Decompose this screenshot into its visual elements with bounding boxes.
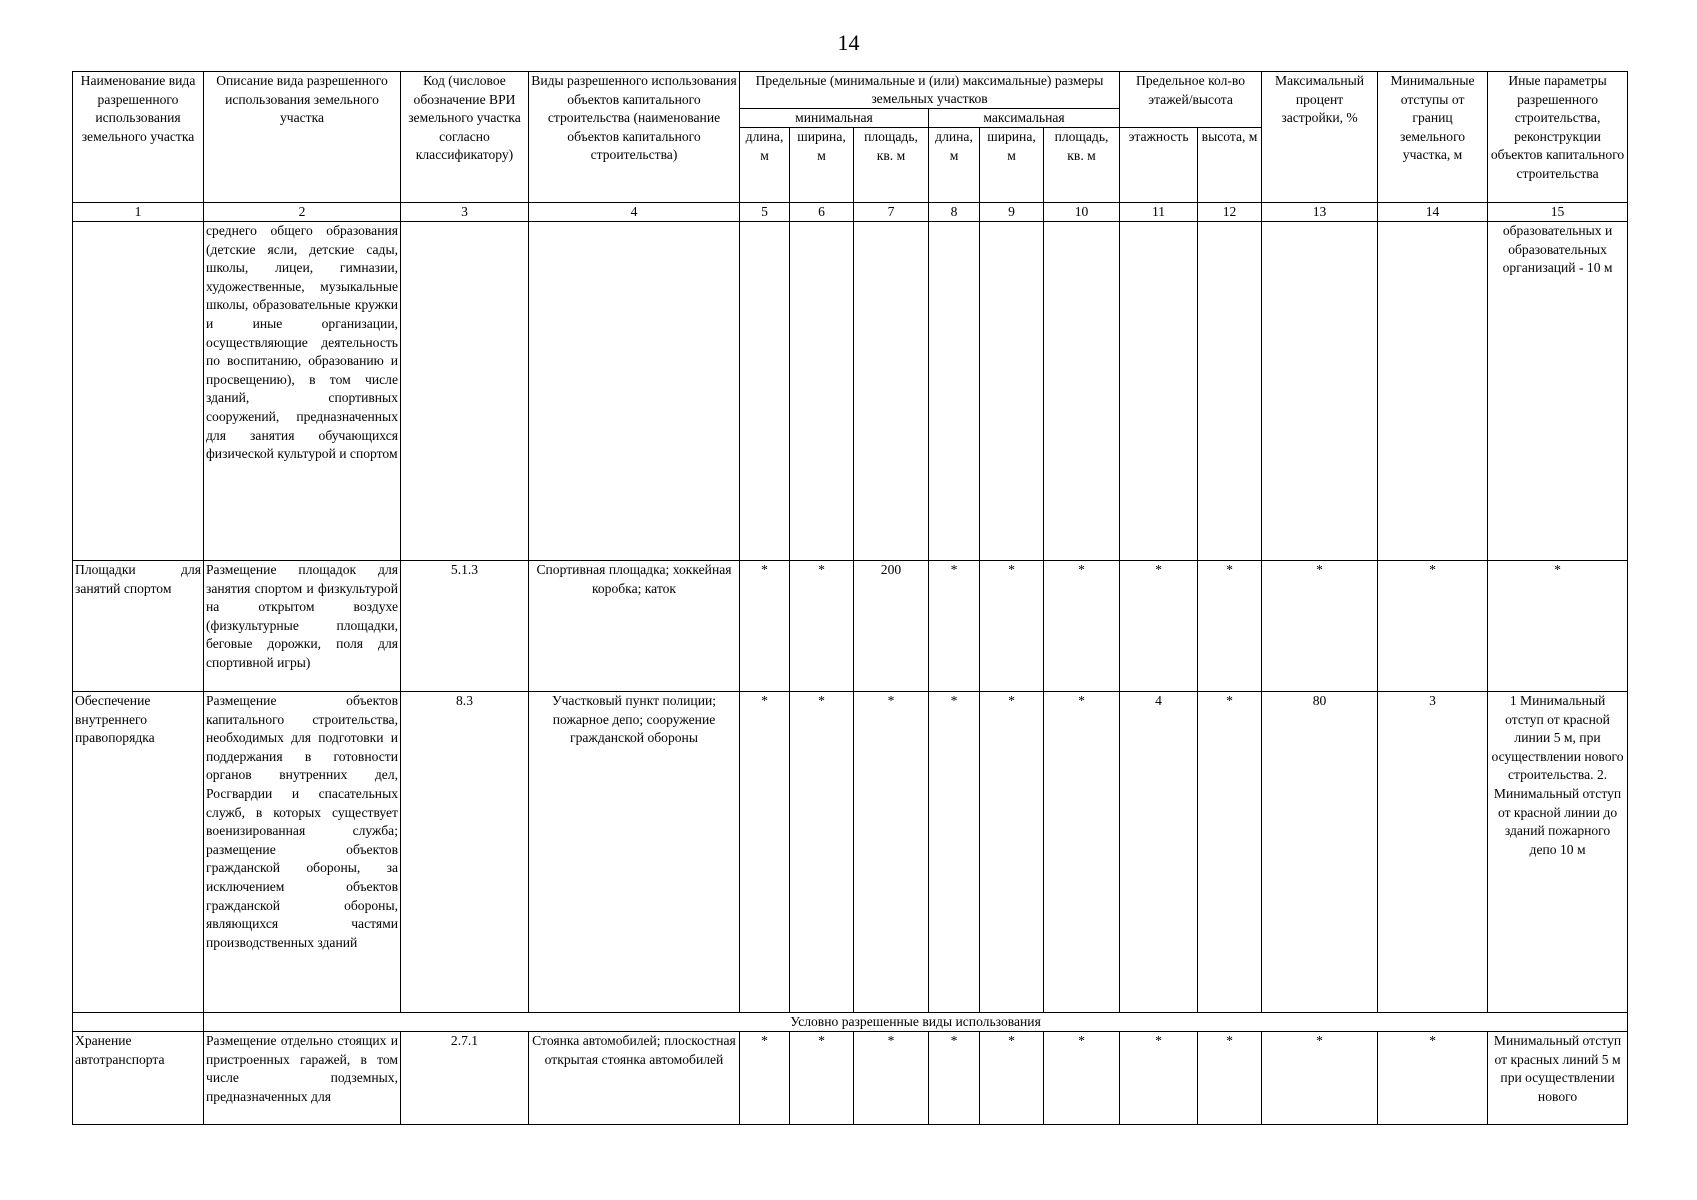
value-cell: * [740,1032,790,1125]
column-number: 4 [529,203,740,222]
value-cell: 4 [1120,692,1198,1013]
column-number: 9 [980,203,1044,222]
value-cell: * [790,692,854,1013]
header-max-width: ширина, м [980,128,1044,203]
table-row [73,692,1628,1013]
value-cell: * [854,692,929,1013]
value-cell: * [1378,1032,1488,1125]
other-params: образовательных и образовательных организаций - 10 м [1488,222,1628,561]
use-code: 8.3 [401,692,529,1013]
column-number: 8 [929,203,980,222]
value-cell [1378,222,1488,561]
use-name: Обеспечение внутреннего правопорядка [73,692,204,1013]
value-cell [1120,222,1198,561]
header-other: Иные параметры разрешенного строительства, реконструкции объектов капитального строительства [1488,72,1628,203]
use-code [401,222,529,561]
value-cell: * [1262,561,1378,692]
table-row [73,1032,1628,1125]
column-number: 3 [401,203,529,222]
column-number: 12 [1198,203,1262,222]
use-objects: Стоянка автомобилей; плоскостная открытая стоянка автомобилей [529,1032,740,1125]
value-cell: 3 [1378,692,1488,1013]
land-use-table [72,71,1628,1125]
section-title: Условно разрешенные виды использования [204,1013,1628,1032]
value-cell: * [740,561,790,692]
column-number: 14 [1378,203,1488,222]
value-cell: 80 [1262,692,1378,1013]
header-coverage: Максимальный процент застройки, % [1262,72,1378,203]
value-cell: * [1198,561,1262,692]
value-cell: * [980,692,1044,1013]
value-cell: * [1044,692,1120,1013]
value-cell: * [790,561,854,692]
value-cell: * [1044,561,1120,692]
section-spacer [73,1013,204,1032]
table-row [73,222,1628,561]
value-cell: * [1044,1032,1120,1125]
header-objects: Виды разрешенного использования объектов капитального строительства (наименование объектов капитального строительства) [529,72,740,203]
value-cell: * [1262,1032,1378,1125]
use-name [73,222,204,561]
use-code: 5.1.3 [401,561,529,692]
value-cell: * [1120,1032,1198,1125]
column-number: 10 [1044,203,1120,222]
other-params: Минимальный отступ от красных линий 5 м при осуществлении нового [1488,1032,1628,1125]
use-objects [529,222,740,561]
header-min-width: ширина, м [790,128,854,203]
value-cell: * [980,1032,1044,1125]
value-cell [790,222,854,561]
value-cell [1198,222,1262,561]
other-params: 1 Минимальный отступ от красной линии 5 м, при осуществлении нового строительства. 2. Минимальный отступ от красной линии до зданий пожарного депо 10 м [1488,692,1628,1013]
header-max-area: площадь, кв. м [1044,128,1120,203]
header-min-length: длина, м [740,128,790,203]
header-height: высота, м [1198,128,1262,203]
use-objects: Спортивная площадка; хоккейная коробка; каток [529,561,740,692]
column-number: 13 [1262,203,1378,222]
use-name: Площадки для занятий спортом [73,561,204,692]
header-code: Код (числовое обозначение ВРИ земельного участка согласно классификатору) [401,72,529,203]
use-objects: Участковый пункт полиции; пожарное депо; сооружение гражданской обороны [529,692,740,1013]
column-number-row [73,203,1628,222]
column-number: 2 [204,203,401,222]
value-cell [1044,222,1120,561]
header-name: Наименование вида разрешенного использования земельного участка [73,72,204,203]
value-cell: * [1198,692,1262,1013]
use-description: среднего общего образования (детские ясли, детские сады, школы, лицеи, гимназии, художественные, музыкальные школы, образовательные кружки и иные организации, осуществляющие деятельность по воспитанию, образованию и просвещению), в том числе зданий, спортивных сооружений, предназначенных для занятия обучающихся физической культурой и спортом [204,222,401,561]
value-cell: 200 [854,561,929,692]
value-cell: * [854,1032,929,1125]
value-cell: * [740,692,790,1013]
column-number: 7 [854,203,929,222]
header-row [73,72,1628,109]
header-min: минимальная [740,109,929,128]
use-code: 2.7.1 [401,1032,529,1125]
column-number: 5 [740,203,790,222]
header-min-area: площадь, кв. м [854,128,929,203]
column-number: 1 [73,203,204,222]
value-cell: * [929,561,980,692]
header-floor-count: этажность [1120,128,1198,203]
value-cell [1262,222,1378,561]
header-floors-group: Предельное кол-во этажей/высота [1120,72,1262,128]
value-cell [929,222,980,561]
header-max: максимальная [929,109,1120,128]
value-cell: * [1120,561,1198,692]
value-cell [980,222,1044,561]
use-name: Хранение автотранспорта [73,1032,204,1125]
page-number: 14 [837,30,860,55]
value-cell: * [1378,561,1488,692]
header-sizes-group: Предельные (минимальные и (или) максимальные) размеры земельных участков [740,72,1120,109]
use-description: Размещение площадок для занятия спортом и физкультурой на открытом воздухе (физкультурные площадки, беговые дорожки, поля для спортивной игры) [204,561,401,692]
column-number: 15 [1488,203,1628,222]
value-cell: * [790,1032,854,1125]
section-row [73,1013,1628,1032]
use-description: Размещение отдельно стоящих и пристроенных гаражей, в том числе подземных, предназначенных для [204,1032,401,1125]
value-cell: * [1198,1032,1262,1125]
value-cell [740,222,790,561]
other-params: * [1488,561,1628,692]
value-cell: * [929,1032,980,1125]
header-max-length: длина, м [929,128,980,203]
value-cell [854,222,929,561]
value-cell: * [929,692,980,1013]
header-description: Описание вида разрешенного использования земельного участка [204,72,401,203]
use-description: Размещение объектов капитального строительства, необходимых для подготовки и поддержания в готовности органов внутренних дел, Росгвардии и спасательных служб, в которых существует военизированная служба; размещение объектов гражданской обороны, за исключением объектов гражданской обороны, являющихся частями производственных зданий [204,692,401,1013]
table-row [73,561,1628,692]
header-setbacks: Минимальные отступы от границ земельного участка, м [1378,72,1488,203]
column-number: 11 [1120,203,1198,222]
column-number: 6 [790,203,854,222]
value-cell: * [980,561,1044,692]
